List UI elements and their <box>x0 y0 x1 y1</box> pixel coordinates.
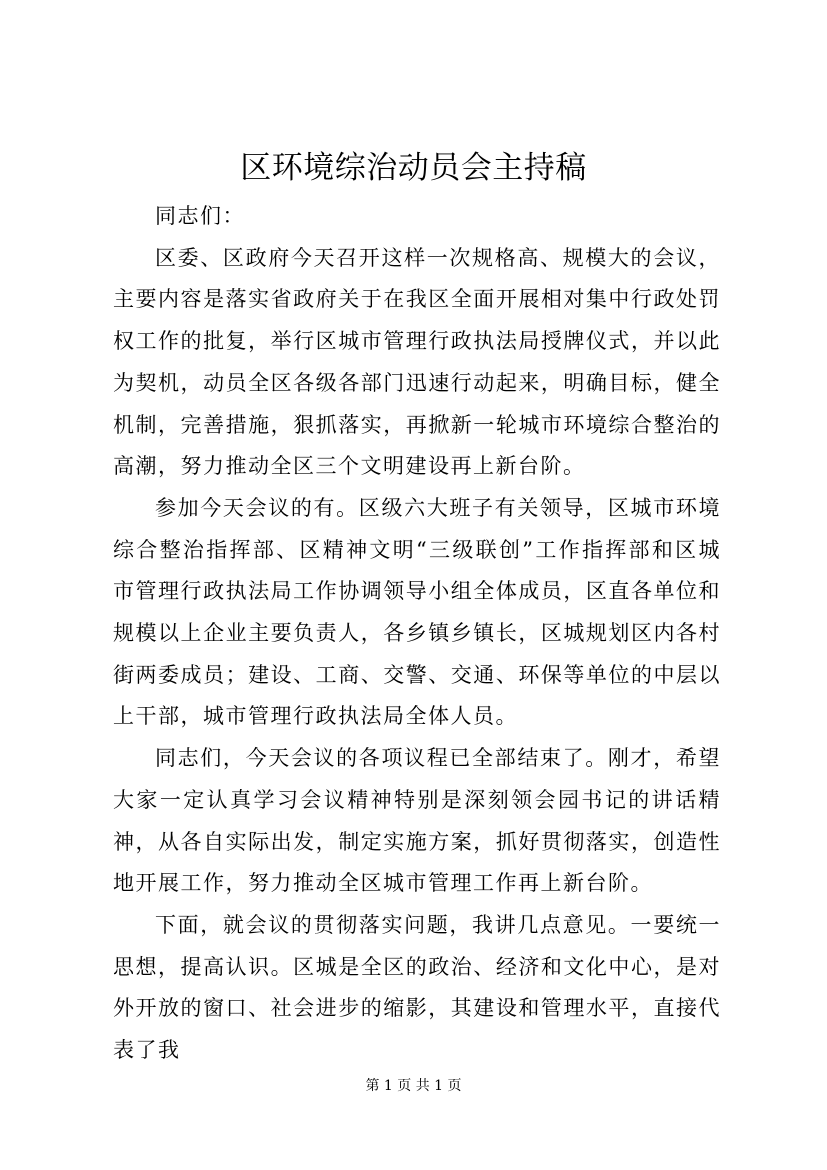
body-paragraph: 参加今天会议的有。区级六大班子有关领导，区城市环境综合整治指挥部、区精神文明“三级联创”工作指挥部和区城市管理行政执法局工作协调领导小组全体成员，区直各单位和规模以上企业主要负责人，各乡镇乡镇长，区城规划区内各村街两委成员；建设、工商、交警、交通、环保等单位的中层以上干部，城市管理行政执法局全体人员。 <box>113 495 721 729</box>
document-title: 区环境综治动员会主持稿 <box>240 150 587 186</box>
body-paragraph: 同志们，今天会议的各项议程已全部结束了。刚才，希望大家一定认真学习会议精神特别是深刻领会园书记的讲话精神，从各自实际出发，制定实施方案，抓好贯彻落实，创造性地开展工作，努力推动全区城市管理工作再上新台阶。 <box>113 746 721 896</box>
page-footer: 第 1 页 共 1 页 <box>365 1078 462 1094</box>
salutation-paragraph: 同志们： <box>155 204 245 228</box>
document-body <box>113 196 721 1072</box>
body-paragraph: 下面，就会议的贯彻落实问题，我讲几点意见。一要统一思想，提高认识。区城是全区的政治、经济和文化中心，是对外开放的窗口、社会进步的缩影，其建设和管理水平，直接代表了我 <box>113 912 721 1063</box>
body-paragraph: 区委、区政府今天召开这样一次规格高、规模大的会议，主要内容是落实省政府关于在我区全面开展相对集中行政处罚权工作的批复，举行区城市管理行政执法局授牌仪式，并以此为契机，动员全区各级各部门迅速行动起来，明确目标，健全机制，完善措施，狠抓落实，再掀新一轮城市环境综合整治的高潮，努力推动全区三个文明建设再上新台阶。 <box>113 245 721 479</box>
